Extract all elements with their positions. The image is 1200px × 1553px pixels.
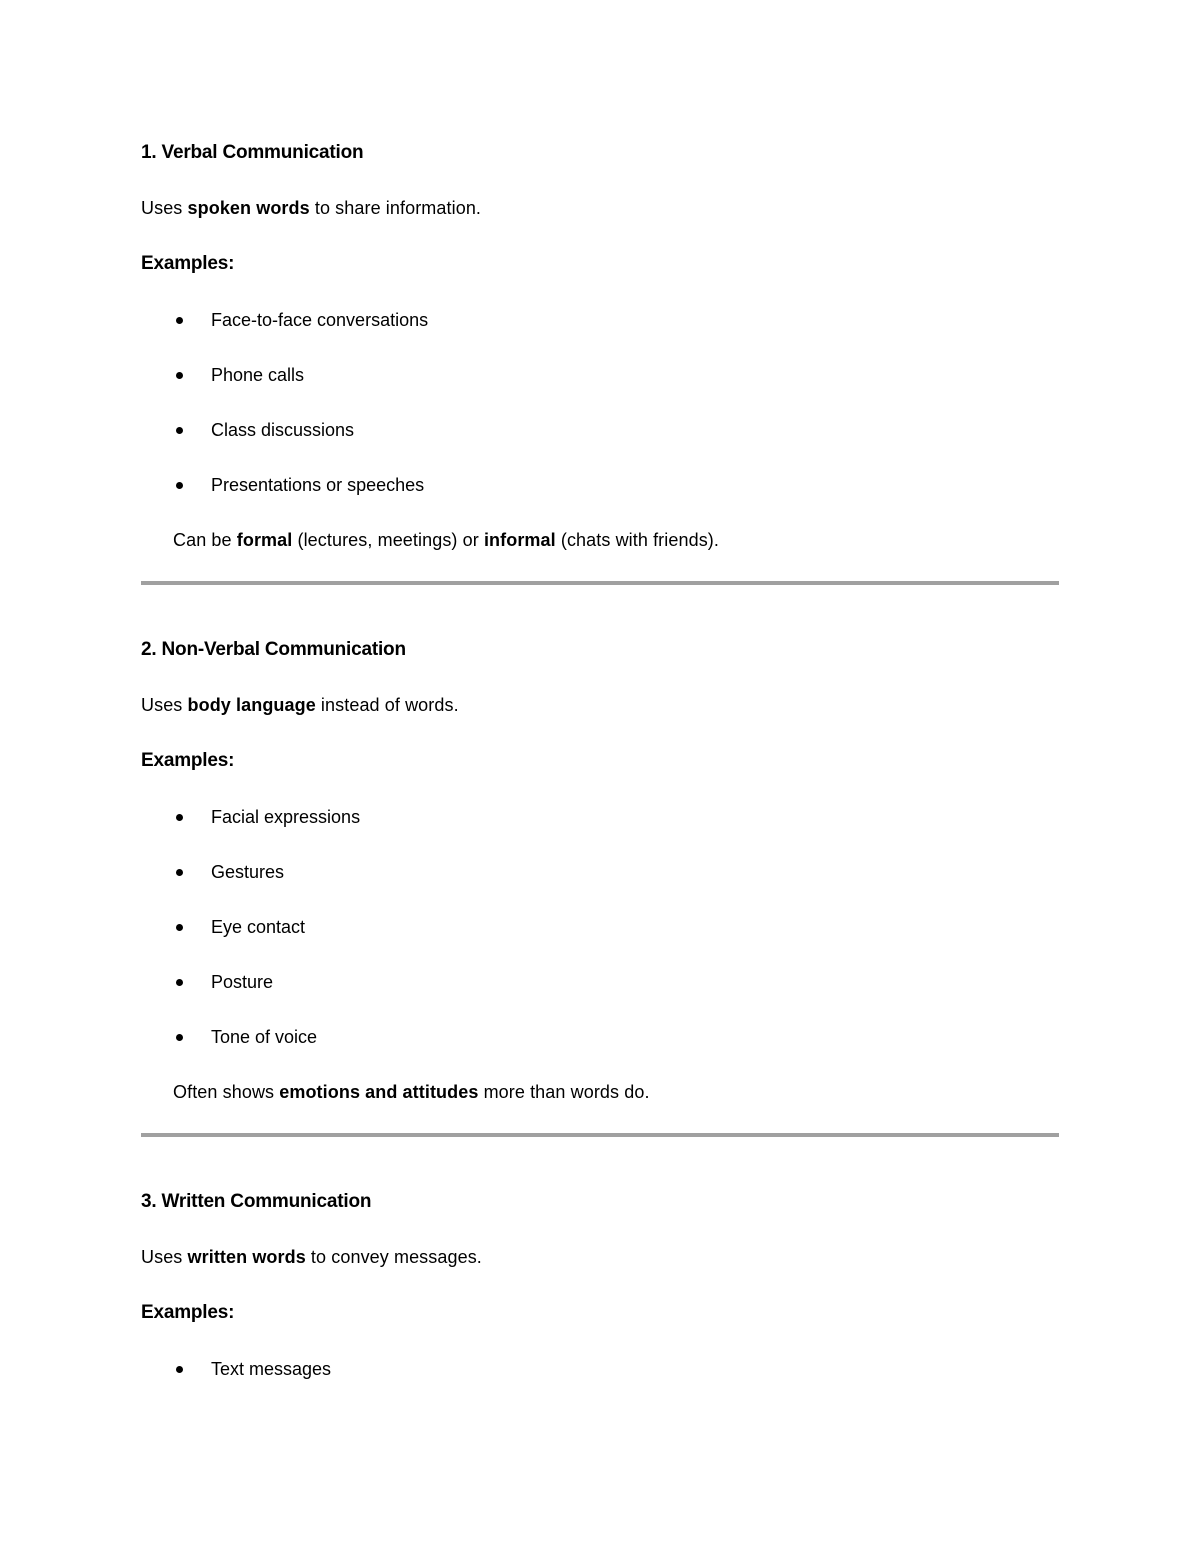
section-2-intro: Uses body language instead of words. [141, 695, 459, 715]
section-1-note: Can be formal (lectures, meetings) or informal (chats with friends). [173, 530, 720, 550]
bullet-icon [176, 979, 183, 986]
list-item: Eye contact [173, 915, 305, 939]
bullet-icon [176, 427, 183, 434]
list-item: Tone of voice [173, 1025, 317, 1049]
section-1-heading: 1. Verbal Communication [141, 142, 364, 163]
bullet-icon [176, 482, 183, 489]
list-item: Posture [173, 970, 273, 994]
list-item: Face-to-face conversations [173, 308, 428, 332]
bullet-icon [176, 317, 183, 324]
section-2-note: Often shows emotions and attitudes more than words do. [173, 1082, 650, 1102]
section-3-intro: Uses written words to convey messages. [141, 1247, 482, 1267]
horizontal-divider [141, 1133, 1059, 1137]
section-3-examples-label: Examples: [141, 1302, 235, 1323]
list-item: Class discussions [173, 418, 354, 442]
bullet-icon [176, 1366, 183, 1373]
bullet-icon [176, 924, 183, 931]
section-1-examples-label: Examples: [141, 253, 235, 274]
bullet-icon [176, 1034, 183, 1041]
list-item: Presentations or speeches [173, 473, 424, 497]
section-2-examples-label: Examples: [141, 750, 235, 771]
horizontal-divider [141, 581, 1059, 585]
list-item: Gestures [173, 860, 284, 884]
list-item: Text messages [173, 1357, 331, 1381]
section-2-heading: 2. Non-Verbal Communication [141, 639, 406, 660]
list-item: Phone calls [173, 363, 304, 387]
section-3-heading: 3. Written Communication [141, 1191, 372, 1212]
bullet-icon [176, 869, 183, 876]
bullet-icon [176, 372, 183, 379]
section-1-intro: Uses spoken words to share information. [141, 198, 482, 218]
bullet-icon [176, 814, 183, 821]
list-item: Facial expressions [173, 805, 360, 829]
